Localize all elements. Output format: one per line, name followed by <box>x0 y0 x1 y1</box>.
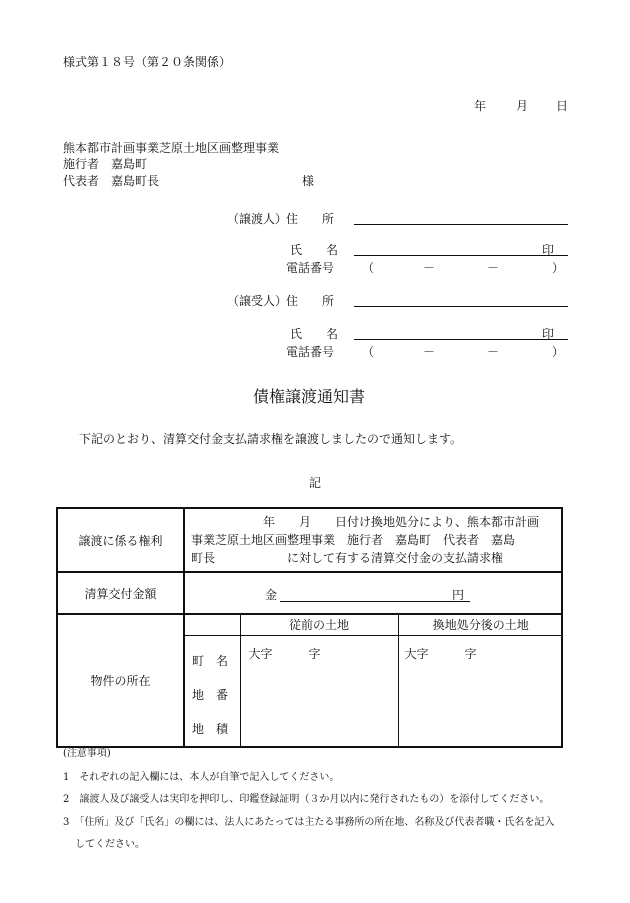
property-sub-labels <box>185 635 240 746</box>
lot-number-label: 地 番 <box>192 687 229 702</box>
assignor-name-label: 氏 名 <box>290 243 339 257</box>
assignee-phone-dash1: － <box>423 345 436 359</box>
town-name-label: 町 名 <box>192 653 229 668</box>
assignee-role: （譲受人） <box>227 294 288 308</box>
property-header-blank <box>185 615 240 635</box>
date-month-label: 月 <box>516 99 529 113</box>
assignor-phone-dash1: － <box>423 261 436 275</box>
assignor-phone-close: ） <box>552 261 565 275</box>
assignee-name-line[interactable] <box>354 339 568 340</box>
amount-yen: 円 <box>452 588 465 602</box>
after-land-header: 換地処分後の土地 <box>398 615 563 635</box>
assignee-address-line[interactable] <box>354 306 568 307</box>
assignor-phone-label: 電話番号 <box>286 261 335 275</box>
amount-underline <box>280 601 470 602</box>
rights-cell[interactable] <box>184 508 562 572</box>
assignor-phone-dash2: － <box>487 261 500 275</box>
intro-text: 下記のとおり、清算交付金支払請求権を譲渡しましたので通知します。 <box>79 432 463 446</box>
assignee-phone-dash2: － <box>487 345 500 359</box>
form-number: 様式第１８号（第２０条関係） <box>63 55 232 69</box>
assignee-phone-open: （ <box>362 345 375 359</box>
land-area-label: 地 積 <box>192 721 229 736</box>
assignee-seal-mark: 印 <box>542 327 555 341</box>
after-land-cell[interactable] <box>398 635 563 746</box>
assignee-address-label: 住 所 <box>286 294 335 308</box>
addressee-honorific: 様 <box>302 174 315 188</box>
amount-label: 清算交付金額 <box>57 572 184 614</box>
assignee-phone-close: ） <box>552 345 565 359</box>
assignor-seal-mark: 印 <box>542 243 555 257</box>
assignor-address-line[interactable] <box>354 224 568 225</box>
note-3-continued: してください。 <box>75 839 145 850</box>
amount-cell[interactable] <box>184 572 562 614</box>
before-land-cell[interactable] <box>240 635 398 746</box>
rights-text-line2: 事業芝原土地区画整理事業 施行者 嘉島町 代表者 嘉島 <box>191 533 516 547</box>
addressee-project: 熊本都市計画事業芝原土地区画整理事業 <box>63 141 280 155</box>
ki-heading: 記 <box>309 476 322 490</box>
addressee-operator: 施行者 嘉島町 <box>63 157 148 171</box>
assignee-name-label: 氏 名 <box>290 327 339 341</box>
notes-heading: (注意事項) <box>63 748 111 759</box>
note-2: 2 譲渡人及び譲受人は実印を押印し、印鑑登録証明（３か月以内に発行されたもの）を添付してください。 <box>63 794 550 805</box>
property-label: 物件の所在 <box>57 614 184 747</box>
assignor-name-line[interactable] <box>354 255 568 256</box>
rights-text-line1: 年 月 日付け換地処分により、熊本都市計画 <box>191 515 540 529</box>
addressee-representative: 代表者 嘉島町長 <box>63 174 160 188</box>
after-town-text: 大字 字 <box>404 646 477 661</box>
note-1: 1 それぞれの記入欄には、本人が自筆で記入してください。 <box>63 772 340 783</box>
property-subtable <box>185 615 563 746</box>
before-land-header: 従前の土地 <box>240 615 398 635</box>
rights-text-line3: 町長 に対して有する清算交付金の支払請求権 <box>191 551 504 565</box>
date-day-label: 日 <box>556 99 569 113</box>
date-year-label: 年 <box>474 99 487 113</box>
detail-table <box>56 507 563 748</box>
note-3: 3 「住所」及び「氏名」の欄には、法人にあたっては主たる事務所の所在地、名称及び代表者職・氏名を記入 <box>63 817 555 828</box>
assignor-role: （譲渡人） <box>227 212 288 226</box>
property-cell <box>184 614 562 747</box>
amount-kin: 金 <box>265 588 278 602</box>
rights-label: 譲渡に係る権利 <box>57 508 184 572</box>
assignee-phone-label: 電話番号 <box>286 345 335 359</box>
before-town-text: 大字 字 <box>248 646 321 661</box>
document-title: 債権譲渡通知書 <box>253 387 366 406</box>
assignor-phone-open: （ <box>362 261 375 275</box>
assignor-address-label: 住 所 <box>286 212 335 226</box>
